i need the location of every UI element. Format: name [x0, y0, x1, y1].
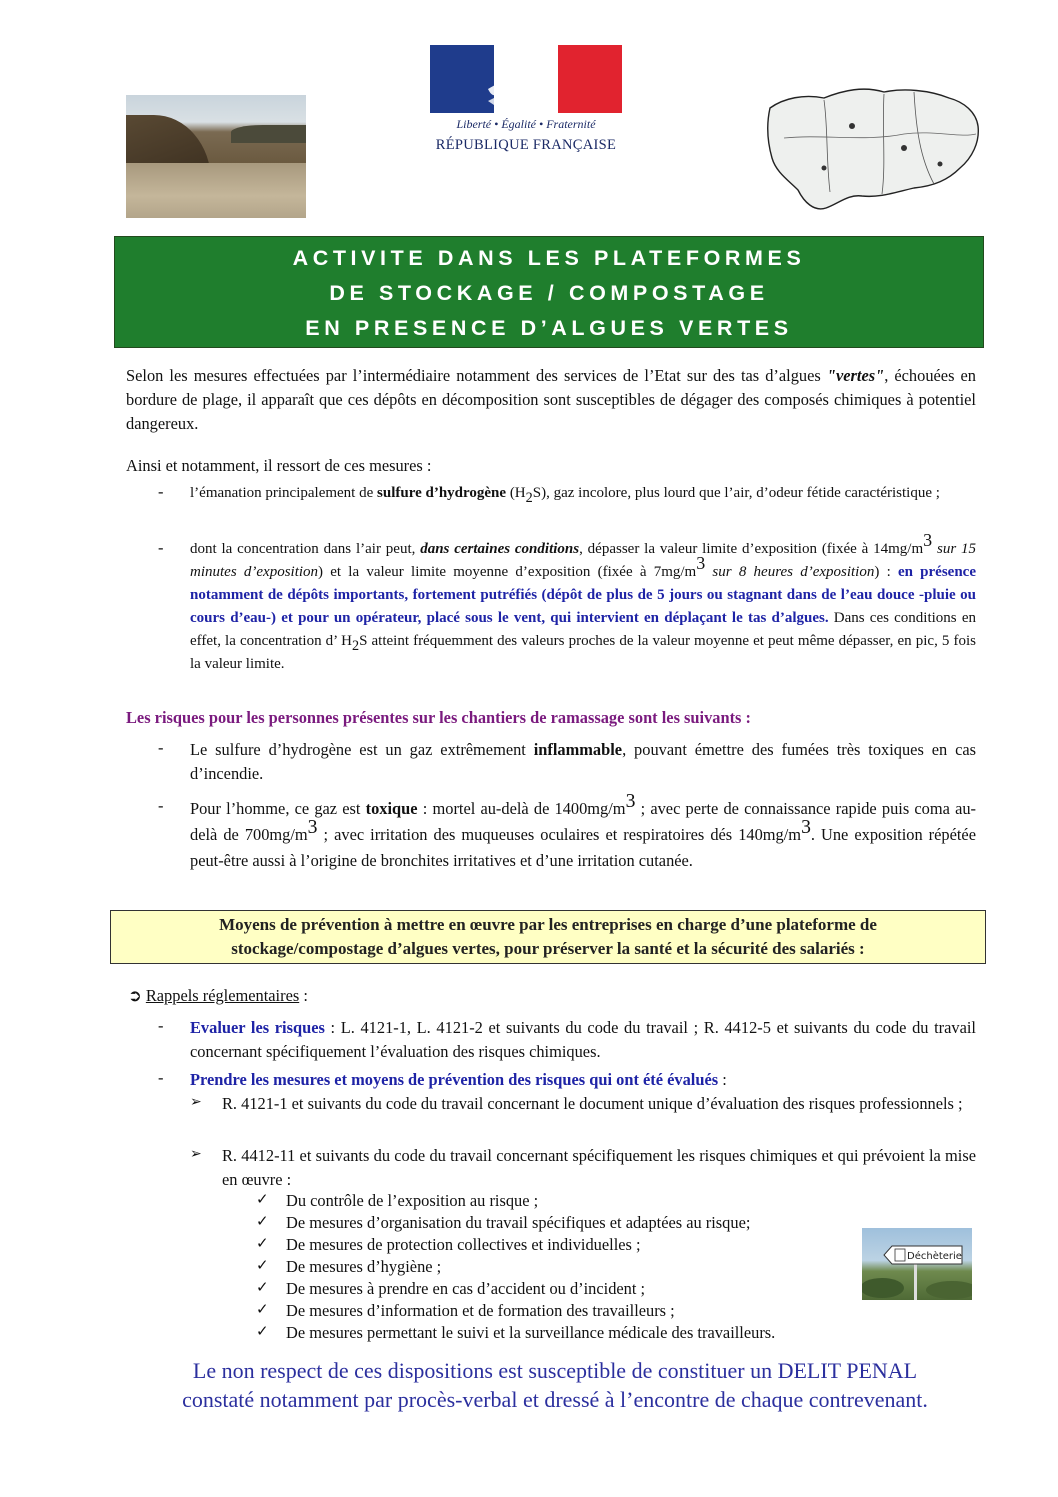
title-line-2: DE STOCKAGE / COMPOSTAGE: [329, 281, 769, 305]
check-icon: ✓: [256, 1324, 269, 1340]
brittany-map-image: [764, 68, 984, 218]
legal-warning-line-2: constaté notamment par procès-verbal et dressé à l’encontre de chaque contrevenant.: [182, 1387, 928, 1412]
measure-item-concentration: dont la concentration dans l’air peut, dans certaines conditions, dépasser la valeur limite d’exposition (fixée à $14mg/m^3$ sur 15 minutes d’exposition) et la valeur limite moyenne d’exposition (fixée à $7mg/m^3$ sur 8 heures d’exposition) : en présence notamment de dépôts importants, fortement putréfiés (dépôt de plus de 5 jours ou stagnant dans de l’eau douce -pluie ou cours d’eau-) et pour un opérateur, placé sous le vent, qui intervient en déplaçant le tas d’algues. Dans ces conditions en effet, la concentration d’ $H_2S$ atteint fréquemment des valeurs proches de la valeur moyenne et peut même dépasser, en pic, 5 fois la valeur limite.: [190, 530, 977, 672]
dash-bullet: -: [158, 1016, 164, 1035]
check-item: De mesures d’hygiène ;: [286, 1257, 442, 1276]
check-item: De mesures d’organisation du travail spécifiques et adaptées au risque;: [286, 1213, 751, 1232]
prevention-line-1: Moyens de prévention à mettre en œuvre par les entreprises en charge d’une plateforme de: [219, 915, 877, 934]
republique-francaise-logo: [430, 45, 622, 163]
check-item: De mesures permettant le suivi et la surveillance médicale des travailleurs.: [286, 1323, 776, 1342]
reminders-heading: ➲ Rappels réglementaires :: [128, 986, 308, 1005]
prevention-line-2: stockage/compostage d’algues vertes, pour préserver la santé et la sécurité des salariés :: [231, 939, 865, 958]
legal-warning: [120, 1356, 990, 1414]
svg-text:Déchèterie: Déchèterie: [907, 1251, 962, 1262]
triangle-bullet-icon: ➢: [190, 1095, 202, 1110]
title-line-3: EN PRESENCE D’ALGUES VERTES: [305, 316, 793, 340]
check-icon: ✓: [256, 1258, 269, 1274]
check-icon: ✓: [256, 1192, 269, 1208]
republic-motto: Liberté • Égalité • Fraternité: [456, 117, 596, 131]
sub-item-document-unique: R. 4121-1 et suivants du code du travail concernant le document unique d’évaluation des risques professionnels ;: [222, 1094, 963, 1113]
legal-warning-line-1: Le non respect de ces dispositions est susceptible de constituer un DELIT PENAL: [192, 1358, 918, 1383]
dash-bullet: -: [158, 738, 164, 757]
check-item: De mesures à prendre en cas d’accident ou d’incident ;: [286, 1279, 646, 1298]
dash-bullet: -: [158, 796, 164, 815]
check-icon: ✓: [256, 1214, 269, 1230]
measures-intro: Ainsi et notamment, il ressort de ces mesures :: [126, 456, 432, 475]
dash-bullet: -: [158, 482, 164, 501]
triangle-bullet-icon: ➢: [190, 1147, 202, 1162]
risk-item-toxic: Pour l’homme, ce gaz est toxique : mortel au-delà de $1400mg/m^3$ ; avec perte de connaissance rapide puis coma au-delà de $700mg/m^3$ ; avec irritation des muqueuses oculaires et respiratoires dés $140mg/m^3$. Une exposition répétée peut-être aussi à l’origine de bronchites irritatives et d’une irritation cutanée.: [190, 790, 976, 870]
dash-bullet: -: [158, 1068, 164, 1087]
republic-name: RÉPUBLIQUE FRANÇAISE: [435, 137, 617, 153]
measure-item-h2s: l’émanation principalement de sulfure d’hydrogène $(H_2S)$, gaz incolore, plus lourd que l’air, d’odeur fétide caractéristique ;: [190, 485, 940, 506]
sub-item-chemical-risks: R. 4412-11 et suivants du code du travail concernant spécifiquement les risques chimiques et qui prévoient la mise en œuvre :: [222, 1146, 976, 1189]
dechetterie-sign-photo: [862, 1228, 972, 1300]
title-banner: [114, 236, 984, 348]
intro-paragraph: Selon les mesures effectuées par l’intermédiaire notamment des services de l’Etat sur des tas d’algues "vertes", échouées en bordure de plage, il apparaît que ces dépôts en décomposition sont susceptibles de dégager des composés chimiques à potentiel dangereux.: [126, 366, 977, 433]
check-item: Du contrôle de l’exposition au risque ;: [286, 1191, 539, 1210]
risk-item-flammable: Le sulfure d’hydrogène est un gaz extrêmement inflammable, pouvant émettre des fumées très toxiques en cas d’incendie.: [190, 740, 976, 783]
prevention-box: [110, 910, 986, 964]
check-icon: ✓: [256, 1302, 269, 1318]
risks-heading: Les risques pour les personnes présentes sur les chantiers de ramassage sont les suivants :: [126, 708, 751, 727]
marianne-profile-icon: [488, 49, 568, 113]
evaluate-risks-item: Evaluer les risques : L. 4121-1, L. 4121-2 et suivants du code du travail ; R. 4412-5 et suivants du code du travail concernant spécifiquement l’évaluation des risques chimiques.: [190, 1018, 976, 1061]
check-icon: ✓: [256, 1280, 269, 1296]
dash-bullet: -: [158, 538, 164, 557]
check-item: De mesures de protection collectives et individuelles ;: [286, 1235, 641, 1254]
check-icon: ✓: [256, 1236, 269, 1252]
title-line-1: ACTIVITE DANS LES PLATEFORMES: [292, 246, 806, 270]
seaweed-pile-photo: [126, 95, 306, 218]
check-item: De mesures d’information et de formation des travailleurs ;: [286, 1301, 675, 1320]
take-measures-item: Prendre les mesures et moyens de prévention des risques qui ont été évalués :: [190, 1070, 727, 1089]
arrow-icon: ➲: [128, 986, 142, 1005]
road-sign-icon: [862, 1228, 972, 1300]
